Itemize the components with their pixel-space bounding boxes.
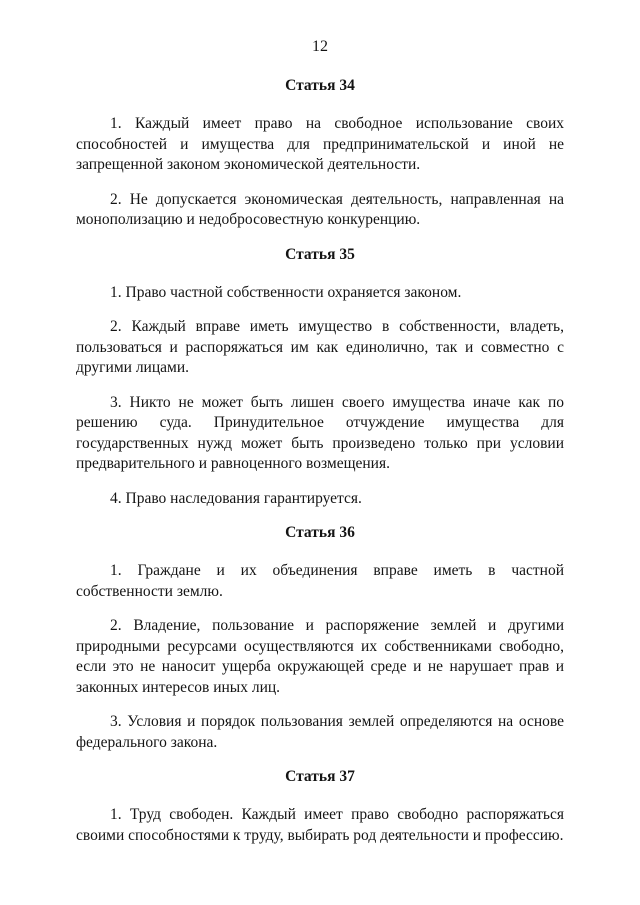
article-paragraph: 2. Каждый вправе иметь имущество в собственности, владеть, пользоваться и распоряжаться им как единолично, так и совместно с другими лицами. <box>76 318 564 376</box>
article-paragraph: 1. Каждый имеет право на свободное использование своих способностей и имущества для предпринимательской и иной не запрещенной законом экономической деятельности. <box>76 115 564 173</box>
article-paragraph: 2. Не допускается экономическая деятельность, направленная на монополизацию и недобросовестную конкуренцию. <box>76 190 564 228</box>
document-body <box>76 76 564 860</box>
page-number: 12 <box>312 38 328 55</box>
article-paragraph: 1. Труд свободен. Каждый имеет право свободно распоряжаться своими способностями к труду, выбирать род деятельности и профессию. <box>76 806 564 844</box>
article-35 <box>76 245 564 510</box>
article-paragraph: 4. Право наследования гарантируется. <box>110 489 362 507</box>
article-title: Статья 37 <box>285 768 355 785</box>
article-paragraph: 3. Никто не может быть лишен своего имущества иначе как по решению суда. Принудительное отчуждение имущества для государственных нужд может быть произведено только при условии предварительного и равноценного возмещения. <box>76 393 564 472</box>
article-title: Статья 35 <box>285 245 355 263</box>
article-paragraph: 2. Владение, пользование и распоряжение землей и другими природными ресурсами осуществляются их собственниками свободно, если это не наносит ущерба окружающей среде и не нарушает прав и законных интересов иных лиц. <box>76 617 564 696</box>
article-title: Статья 36 <box>285 524 355 541</box>
article-37 <box>76 767 564 846</box>
article-34 <box>76 76 564 231</box>
article-paragraph: 1. Граждане и их объединения вправе иметь в частной собственности землю. <box>76 562 564 600</box>
article-paragraph: 1. Право частной собственности охраняется законом. <box>110 283 462 301</box>
article-paragraph: 3. Условия и порядок пользования землей определяются на основе федерального закона. <box>76 713 564 751</box>
article-title: Статья 34 <box>285 77 355 94</box>
article-36 <box>76 523 564 753</box>
